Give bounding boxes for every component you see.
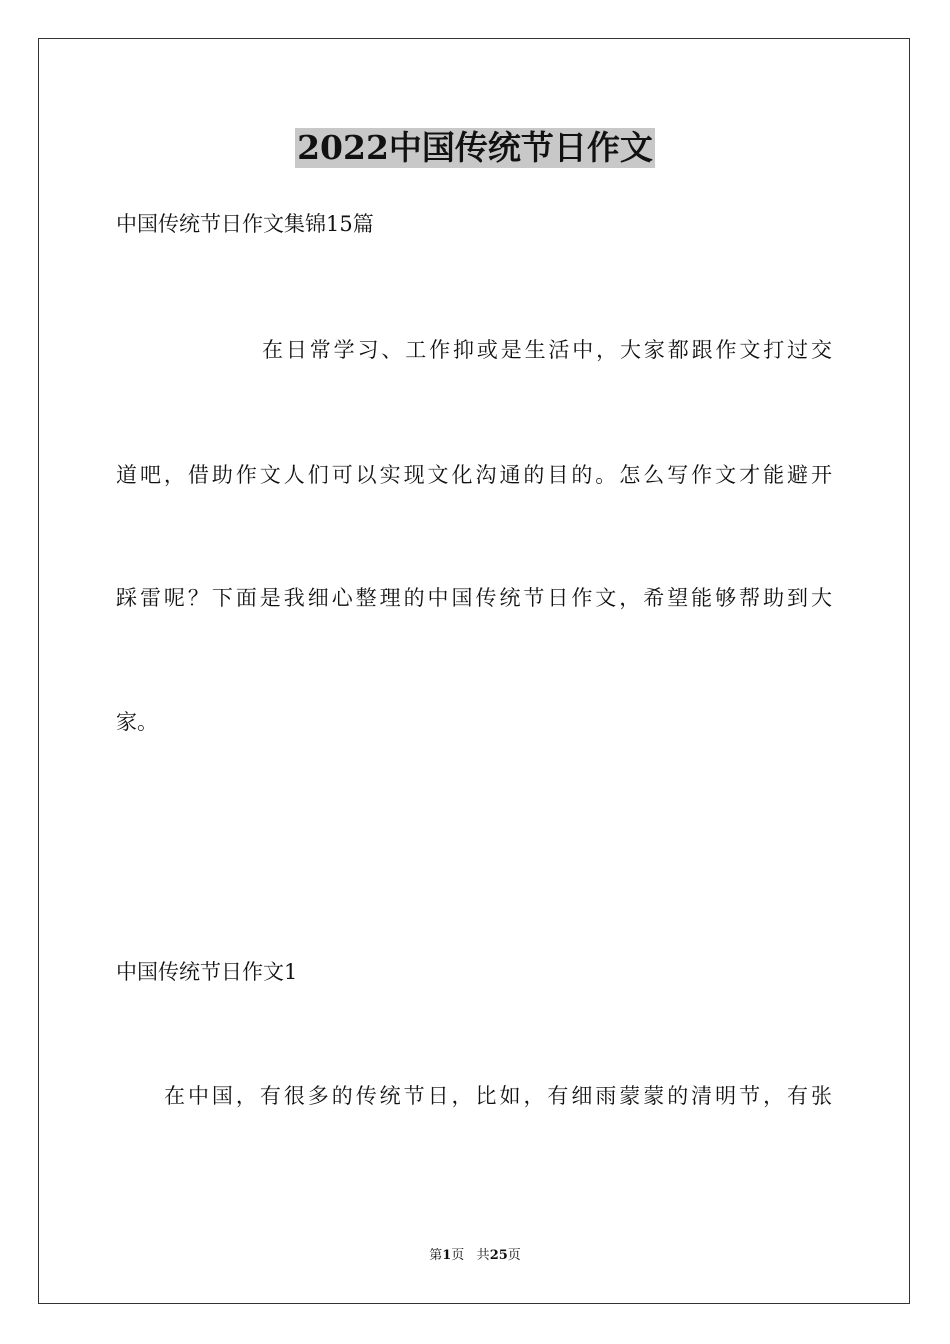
- title-container: [0, 128, 950, 168]
- document-title: 2022中国传统节日作文: [297, 128, 653, 167]
- intro-line-2: 道吧，借助作文人们可以实现文化沟通的目的。怎么写作文才能避开: [116, 463, 832, 487]
- intro-line-3: 踩雷呢？下面是我细心整理的中国传统节日作文，希望能够帮助到大: [116, 586, 832, 610]
- footer-prefix: 第: [429, 1248, 443, 1263]
- footer-page-current: 1: [442, 1248, 452, 1263]
- footer-page-word: 页: [451, 1248, 465, 1263]
- page-footer: [0, 1247, 950, 1265]
- section-heading: 中国传统节日作文1: [116, 960, 298, 984]
- document-subtitle: 中国传统节日作文集锦15篇: [116, 212, 374, 236]
- intro-line-4: 家。: [116, 710, 158, 734]
- footer-total-prefix: 共: [476, 1248, 490, 1263]
- intro-line-1: 在日常学习、工作抑或是生活中，大家都跟作文打过交: [262, 338, 832, 362]
- footer-total-suffix: 页: [507, 1248, 521, 1263]
- section-line-1: 在中国，有很多的传统节日，比如，有细雨蒙蒙的清明节，有张: [164, 1084, 832, 1108]
- footer-page-total: 25: [489, 1248, 508, 1263]
